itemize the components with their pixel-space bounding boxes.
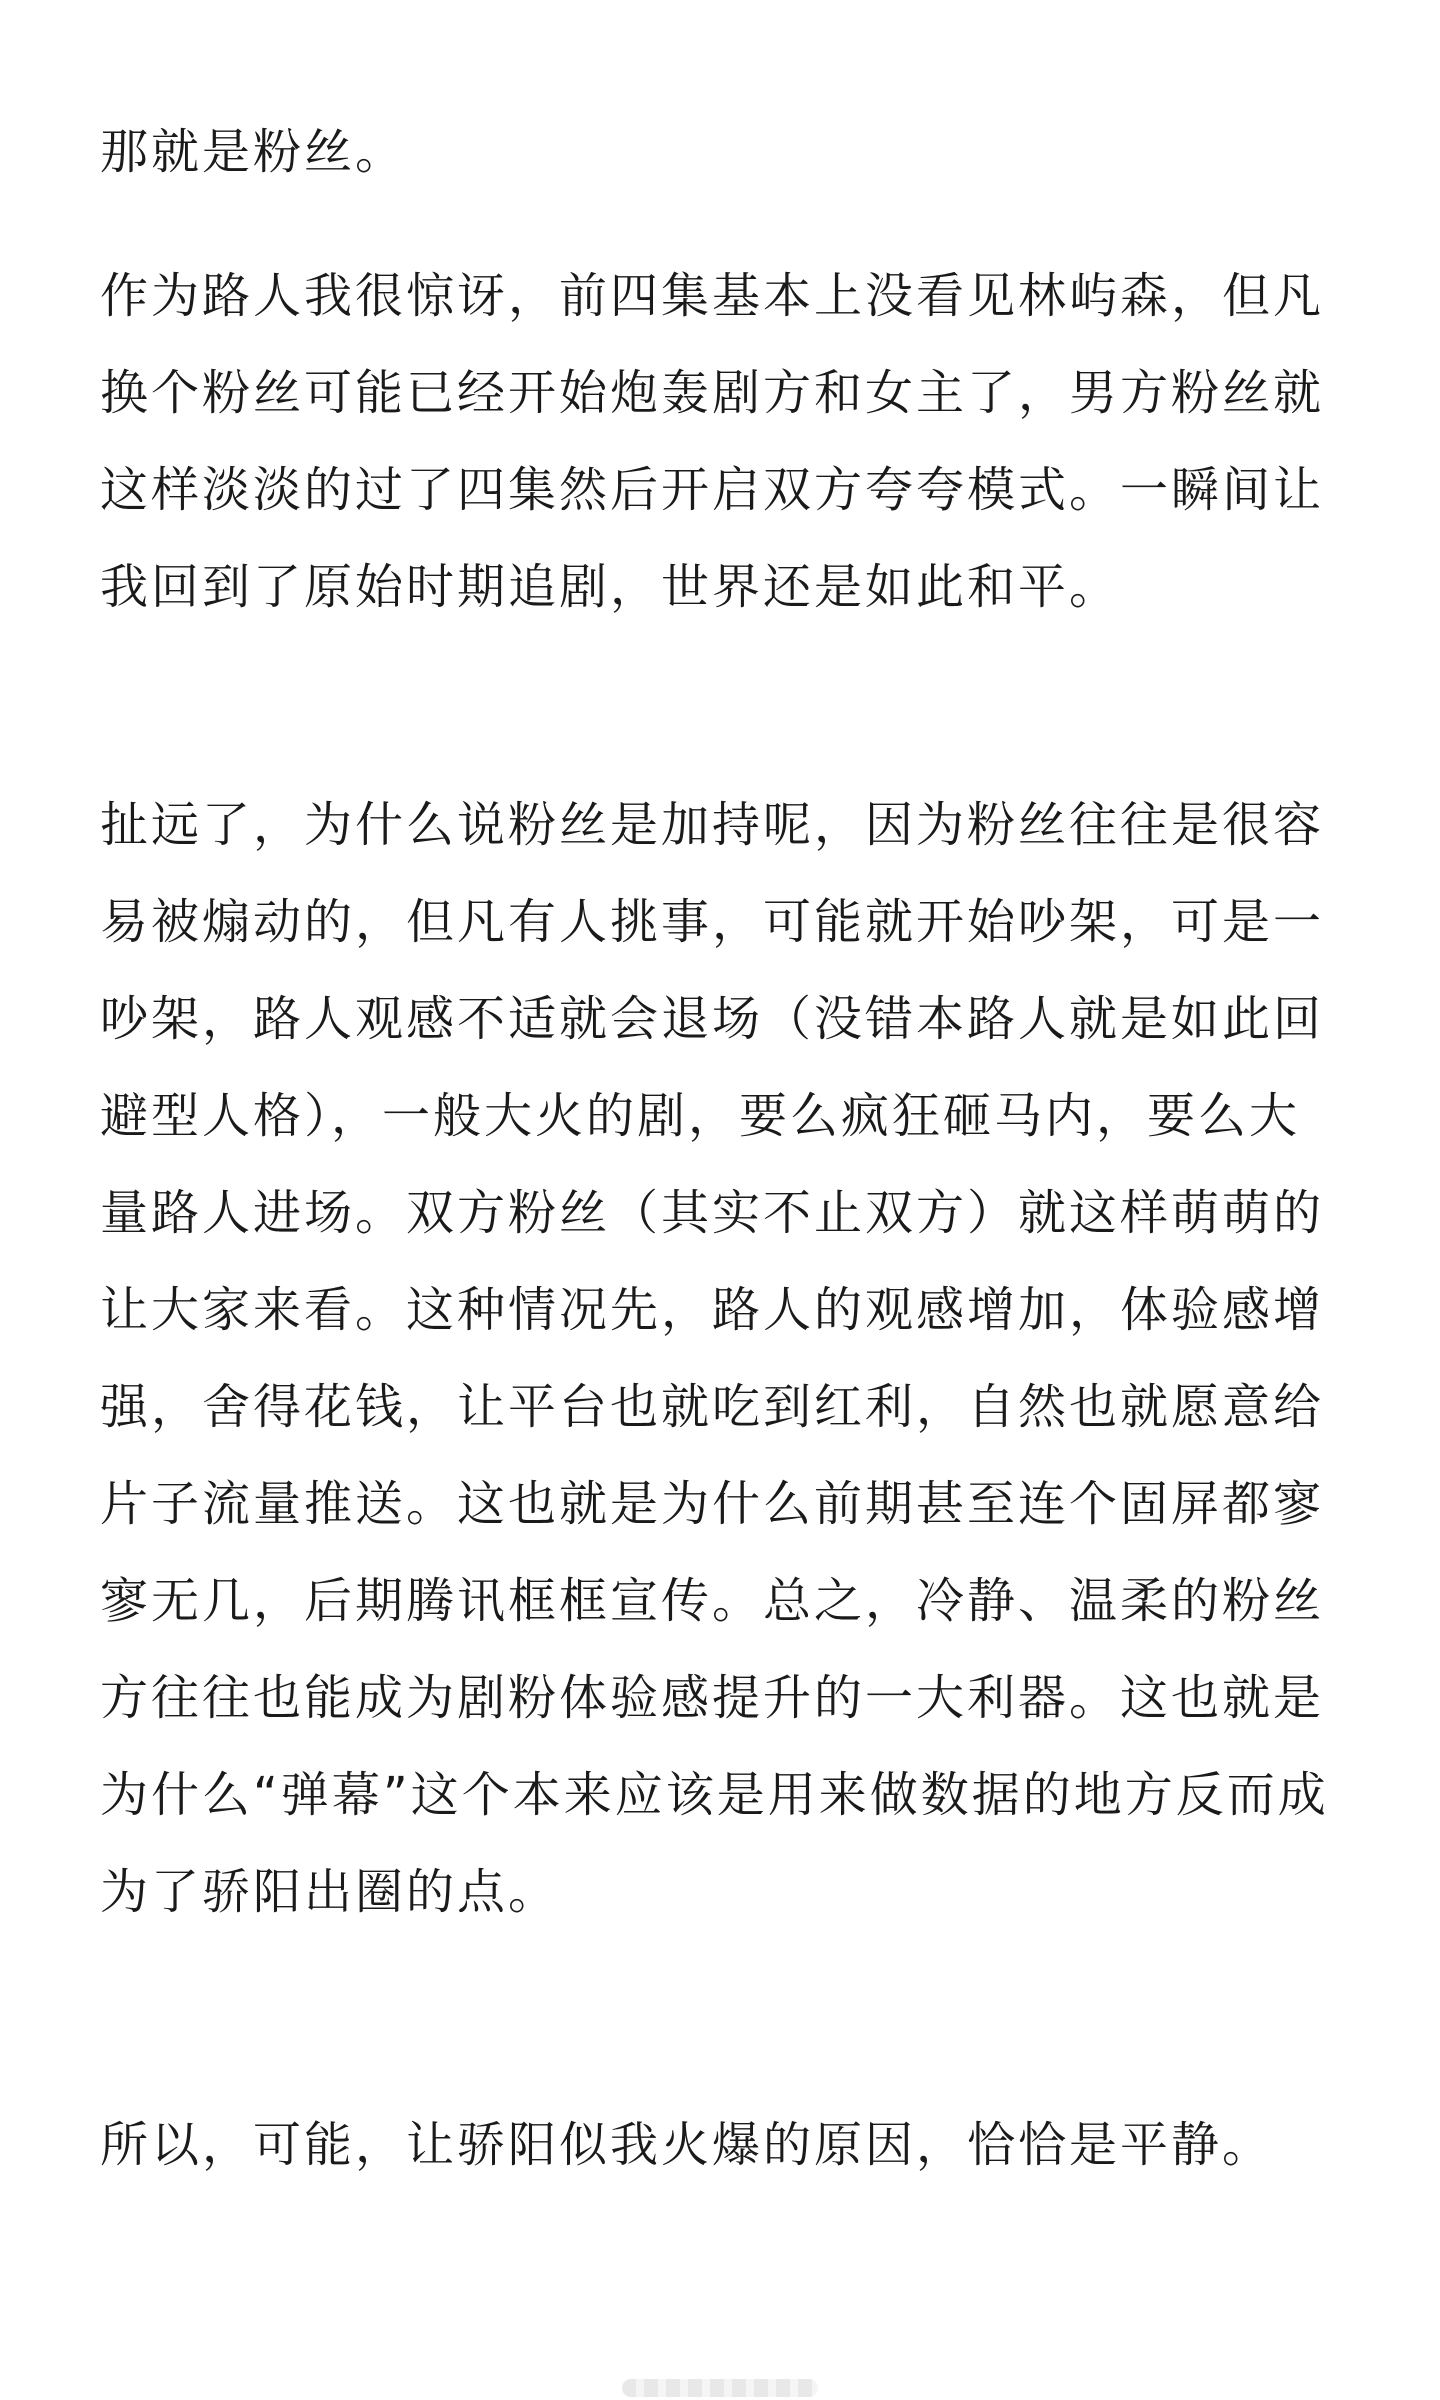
watermark xyxy=(620,2376,820,2400)
paragraph-1: 那就是粉丝。 xyxy=(100,124,407,180)
paragraph-4: 所以，可能，让骄阳似我火爆的原因，恰恰是平静。 xyxy=(100,2117,1274,2173)
paragraph-2: 作为路人我很惊讶，前四集基本上没看见林屿森，但凡换个粉丝可能已经开始炮轰剧方和女主了，男方粉丝就这样淡淡的过了四集然后开启双方夸夸模式。一瞬间让我回到了原始时期追剧，世界还是如此和平。 xyxy=(100,268,1325,615)
watermark-mark xyxy=(622,2379,818,2397)
paragraph-3: 扯远了，为什么说粉丝是加持呢，因为粉丝往往是很容易被煽动的，但凡有人挑事，可能就开始吵架，可是一吵架，路人观感不适就会退场（没错本路人就是如此回避型人格），一般大火的剧，要么疯狂砸马内，要么大量路人进场。双方粉丝（其实不止双方）就这样萌萌的让大家来看。这种情况先，路人的观感增加，体验感增强，舍得花钱，让平台也就吃到红利，自然也就愿意给片子流量推送。这也就是为什么前期甚至连个固屏都寥寥无几，后期腾讯框框宣传。总之，冷静、温柔的粉丝方往往也能成为剧粉体验感提升的一大利器。这也就是为什么“弹幕”这个本来应该是用来做数据的地方反而成为了骄阳出圈的点。 xyxy=(100,797,1329,1920)
article-body xyxy=(100,0,1340,2400)
